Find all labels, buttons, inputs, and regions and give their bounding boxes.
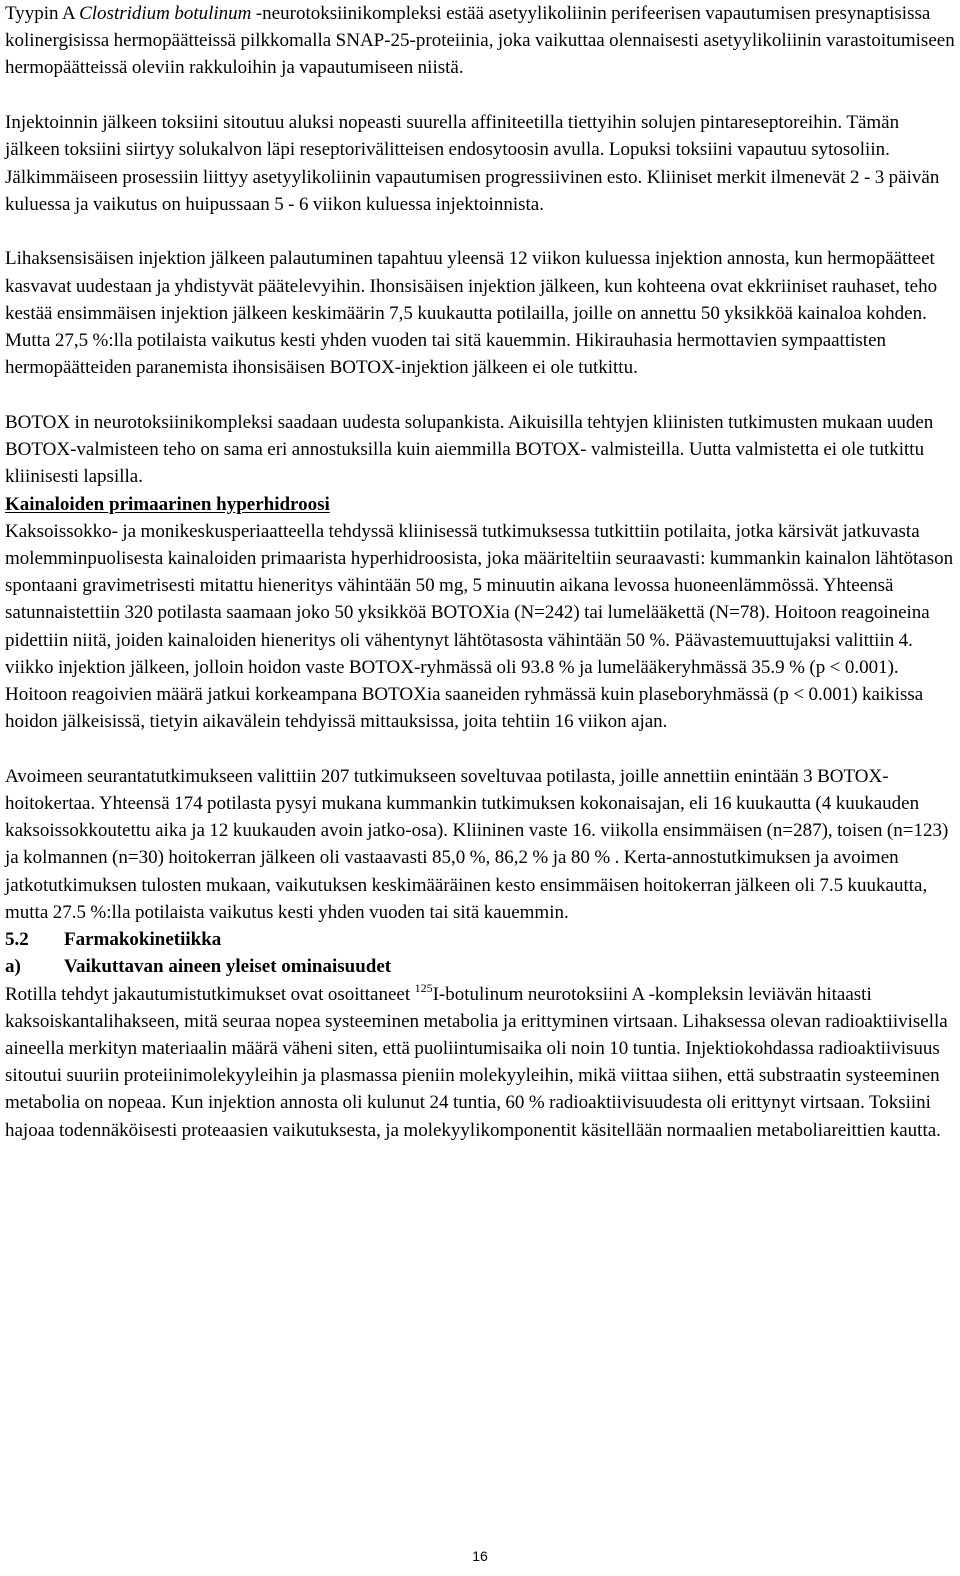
page-number: 16 xyxy=(472,1548,488,1564)
paragraph-text: -neurotoksiinikompleksi estää asetyylikoliinin perifeerisen vapautumisen presynaptisissa kolinergisissa hermopäätteissä pilkkomalla SNAP-25-proteiinia, joka vaikuttaa olennaisesti asetyylikoliinin varastoitumiseen hermopäätteissä oleviin rakkuloihin ja vapautumiseen niistä. xyxy=(5,3,955,79)
paragraph-hyperhidrosis-trial: Kaksoissokko- ja monikeskusperiaatteella tehdyssä kliinisessä tutkimuksessa tutkittiin potilaita, jotka kärsivät jatkuvasta molemminpuolisesta kainaloiden primaarista hyperhidroosista, joka määriteltiin seuraavasti: kummankin kainalon lähtötason spontaani gravimetrisesti mitattu hieneritys vähintään 50 mg, 5 minuutin aikana levossa huoneenlämmössä. Yhteensä satunnaistettiin 320 potilasta saamaan joko 50 yksikköä BOTOXia (N=242) tai lumelääkettä (N=78). Hoitoon reagoineina pidettiin niitä, joiden kainaloiden hieneritys oli vähentynyt lähtötasosta vähintään 50 %. Päävastemuuttujaksi valittiin 4. viikko injektion jälkeen, jolloin hoidon vaste BOTOX-ryhmässä oli 93.8 % ja lumelääkeryhmässä 35.9 % (p < 0.001). Hoitoon reagoivien määrä jatkui korkeampana BOTOXia saaneiden ryhmässä kuin plaseboryhmässä (p < 0.001) kaikissa hoidon jälkeisissä, tietyin aikavälein tehdyissä mittauksissa, joita tehtiin 16 viikon ajan. xyxy=(5,520,954,733)
paragraph-cell-bank: BOTOX in neurotoksiinikompleksi saadaan uudesta solupankista. Aikuisilla tehtyjen kliinisten tutkimusten mukaan uuden BOTOX-valmisteen teho on sama eri annostuksilla kuin aiemmilla BOTOX- valmisteilla. Uutta valmistetta ei ole tutkittu kliinisesti lapsilla. xyxy=(5,411,934,488)
heading-hyperhidrosis: Kainaloiden primaarinen hyperhidroosi xyxy=(5,493,330,515)
section-heading-pharmacokinetics xyxy=(5,926,955,953)
document-page xyxy=(5,0,955,1144)
isotope-superscript: 125 xyxy=(414,980,433,995)
paragraph-text: Rotilla tehdyt jakautumistutkimukset ovat osoittaneet xyxy=(5,983,415,1005)
paragraph-text: I-botulinum neurotoksiini A -kompleksin leviävän hitaasti kaksoiskantalihakseen, mitä seuraa nopea systeeminen metabolia ja erittyminen virtsaan. Lihaksessa olevan radioaktiivisella aineella merkityn materiaalin määrä väheni siten, että puoliintumisaika oli noin 10 tuntia. Injektiokohdassa radioaktiivisuus sitoutui suuriin proteiinimolekyyleihin ja plasmassa pieniin molekyyleihin, mikä viittaa siihen, että substraatin systeeminen metabolia on nopeaa. Kun injektion annosta oli kulunut 24 tuntia, 60 % radioaktiivisuudesta oli erittynyt virtsaan. Toksiini hajoaa todennäköisesti proteaasien vaikutuksesta, ja molekyylikomponentit käsitellään normaalien metaboliareittien kautta. xyxy=(5,983,948,1141)
subsection-title: Vaikuttavan aineen yleiset ominaisuudet xyxy=(64,956,392,978)
paragraph-text: Tyypin A xyxy=(5,3,80,24)
paragraph-recovery: Lihaksensisäisen injektion jälkeen palautuminen tapahtuu yleensä 12 viikon kuluessa injektion annosta, kun hermopäätteet kasvavat uudestaan ja yhdistyvät päätelevyihin. Ihonsisäisen injektion jälkeen, kun kohteena ovat ekkriiniset rauhaset, teho kestää ensimmäisen injektion jälkeen keskimäärin 7,5 kuukautta potilailla, joille on annettu 50 yksikköä kainaloa kohden. Mutta 27,5 %:lla potilaista vaikutus kesti yhden vuoden tai sitä kauemmin. Hikirauhasia hermottavien sympaattisten hermopäätteiden paranemista ihonsisäisen BOTOX-injektion jälkeen ei ole tutkittu. xyxy=(5,248,938,379)
paragraph-binding: Injektoinnin jälkeen toksiini sitoutuu aluksi nopeasti suurella affiniteetilla tiettyihin solujen pintareseptoreihin. Tämän jälkeen toksiini siirtyy solukalvon läpi reseptorivälitteisen endosytoosin avulla. Lopuksi toksiini vapautuu sytosoliin. Jälkimmäiseen prosessiin liittyy asetyylikoliinin vapautumisen progressiivinen esto. Kliiniset merkit ilmenevät 2 - 3 päivän kuluessa ja vaikutus on huipussaan 5 - 6 viikon kuluessa injektoinnista. xyxy=(5,112,940,215)
species-name: Clostridium botulinum xyxy=(79,3,252,24)
subsection-heading xyxy=(5,953,955,980)
section-number: 5.2 xyxy=(5,929,29,951)
section-title: Farmakokinetiikka xyxy=(64,929,222,951)
paragraph-followup-study: Avoimeen seurantatutkimukseen valittiin 207 tutkimukseen soveltuvaa potilasta, joille annettiin enintään 3 BOTOX-hoitokertaa. Yhteensä 174 potilasta pysyi mukana kummankin tutkimuksen kokonaisajan, eli 16 kuukautta (4 kuukauden kaksoissokkoutettu aika ja 12 kuukauden avoin jatko-osa). Kliininen vaste 16. viikolla ensimmäisen (n=287), toisen (n=123) ja kolmannen (n=30) hoitokerran jälkeen oli vastaavasti 85,0 %, 86,2 % ja 80 % . Kerta-annostutkimuksen ja avoimen jatkotutkimuksen tulosten mukaan, vaikutuksen keskimääräinen kesto ensimmäisen hoitokerran jälkeen oli 7.5 kuukautta, mutta 27.5 %:lla potilaista vaikutus kesti yhden vuoden tai sitä kauemmin. xyxy=(5,765,949,923)
paragraph-mechanism xyxy=(5,0,955,82)
subsection-number: a) xyxy=(5,956,21,978)
paragraph-distribution xyxy=(5,981,955,1144)
